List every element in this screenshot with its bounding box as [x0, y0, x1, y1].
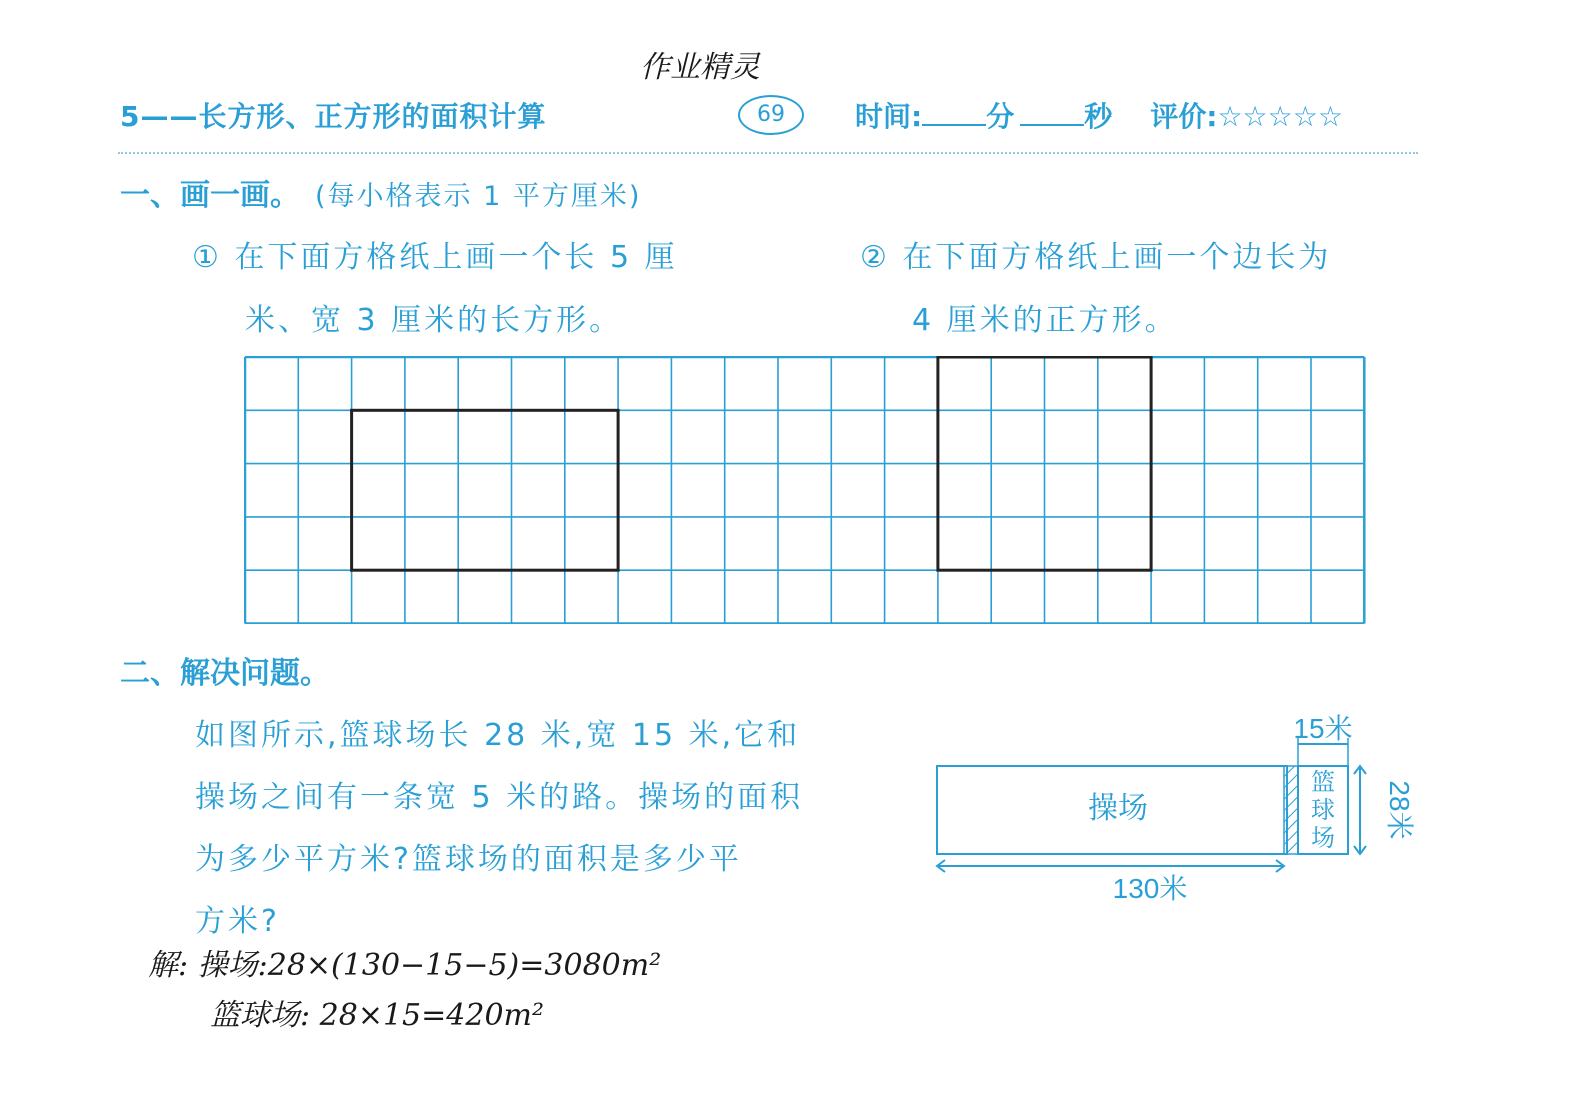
solution-line-2: 篮球场: 28×15=420m²: [210, 998, 544, 1033]
minute-blank: [922, 100, 986, 126]
playground-label: 操场: [1088, 791, 1148, 826]
question2-line1: ② 在下面方格纸上画一个边长为: [860, 240, 1332, 275]
second-label: 秒: [1084, 100, 1113, 133]
problem-line-2: 操场之间有一条宽 5 米的路。操场的面积: [195, 780, 804, 815]
minute-label: 分: [986, 100, 1015, 133]
header-divider: [118, 152, 1418, 154]
section1-title: 一、画一画。: [120, 178, 300, 213]
problem-line-4: 方米?: [195, 904, 280, 939]
length-label: 130米: [1112, 873, 1188, 904]
rating-label: 评价:: [1150, 100, 1218, 133]
page-number-badge: 69: [738, 95, 804, 135]
second-blank: [1020, 100, 1084, 126]
court-label-3: 场: [1311, 824, 1335, 852]
grid-paper: [244, 356, 1366, 624]
solution-line-1: 解: 操场:28×(130−15−5)=3080m²: [148, 948, 662, 983]
question1-line1: ① 在下面方格纸上画一个长 5 厘: [192, 240, 678, 275]
time-rating-bar: [855, 95, 1343, 135]
road-strip: [1284, 766, 1298, 854]
court-label-2: 球: [1311, 796, 1335, 824]
section2-title: 二、解决问题。: [120, 656, 330, 691]
section1-note: (每小格表示 1 平方厘米): [315, 181, 642, 212]
drawn-rectangle: [352, 410, 618, 570]
rating-stars: ☆☆☆☆☆: [1217, 100, 1343, 133]
width-label: 15米: [1293, 713, 1353, 744]
question1-line2: 米、宽 3 厘米的长方形。: [245, 303, 623, 338]
handwritten-note: 作业精灵: [640, 50, 760, 85]
problem-line-3: 为多少平方米?篮球场的面积是多少平: [195, 842, 742, 877]
problem-line-1: 如图所示,篮球场长 28 米,宽 15 米,它和: [195, 718, 801, 753]
page-title: 5——长方形、正方形的面积计算: [120, 100, 547, 133]
question2-line2: 4 厘米的正方形。: [912, 303, 1178, 338]
grid-lines: [245, 357, 1364, 624]
time-label: 时间:: [855, 100, 923, 133]
height-label: 28米: [1384, 780, 1415, 840]
field-diagram: [920, 710, 1420, 910]
court-label-1: 篮: [1311, 768, 1335, 796]
